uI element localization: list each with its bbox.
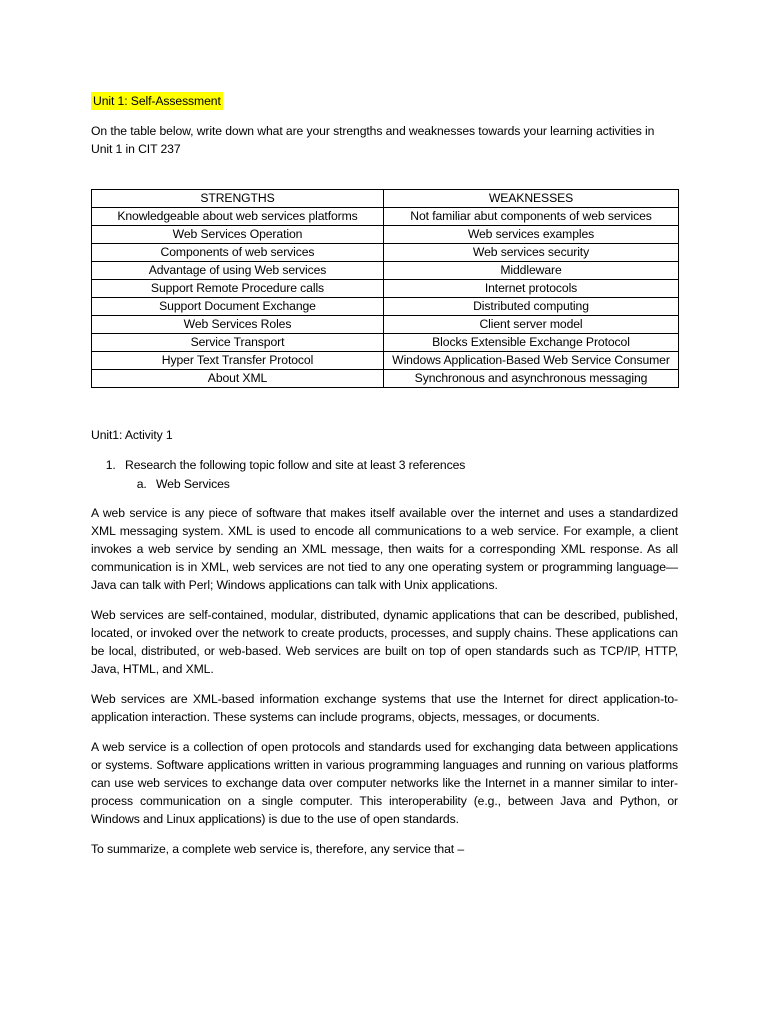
weakness-cell: Web services examples: [384, 226, 679, 244]
sub-list: [125, 475, 678, 493]
strength-cell: About XML: [92, 370, 384, 388]
self-assessment-table: [91, 189, 679, 388]
table-row: [92, 370, 679, 388]
strength-cell: Knowledgeable about web services platforms: [92, 208, 384, 226]
heading-line: [91, 92, 678, 110]
weakness-cell: Blocks Extensible Exchange Protocol: [384, 334, 679, 352]
strength-cell: Components of web services: [92, 244, 384, 262]
intro-text: On the table below, write down what are your strengths and weaknesses towards your learning activities in Unit 1 in CIT 237: [91, 124, 655, 156]
weakness-cell: Internet protocols: [384, 280, 679, 298]
document-heading: Unit 1: Self-Assessment: [93, 94, 221, 108]
body-paragraph: Web services are self-contained, modular, distributed, dynamic applications that can be described, published, located, or invoked over the network to create products, processes, and supply chains. These applications can be local, distributed, or web-based. Web services are built on top of open standards such as TCP/IP, HTTP, Java, HTML, and XML.: [91, 608, 678, 676]
list-item: [119, 456, 678, 493]
list-item: [150, 475, 678, 493]
strength-cell: Support Remote Procedure calls: [92, 280, 384, 298]
header-weaknesses: WEAKNESSES: [384, 190, 679, 208]
document-page: [91, 92, 678, 858]
strength-cell: Web Services Operation: [92, 226, 384, 244]
body-paragraph: A web service is a collection of open protocols and standards used for exchanging data between applications or systems. Software applications written in various programming languages and running on various platforms can use web services to exchange data over computer networks like the Internet in a manner similar to inter-process communication on a single computer. This interoperability (e.g., between Java and Python, or Windows and Linux applications) is due to the use of open standards.: [91, 740, 678, 826]
header-strengths: STRENGTHS: [92, 190, 384, 208]
strength-cell: Service Transport: [92, 334, 384, 352]
strength-cell: Support Document Exchange: [92, 298, 384, 316]
table-row: [92, 280, 679, 298]
activity-list: [91, 456, 678, 493]
table-row: [92, 208, 679, 226]
body-paragraph: To summarize, a complete web service is, therefore, any service that –: [91, 842, 465, 856]
table-row: [92, 226, 679, 244]
strength-cell: Hyper Text Transfer Protocol: [92, 352, 384, 370]
strength-cell: Web Services Roles: [92, 316, 384, 334]
table-row: [92, 316, 679, 334]
weakness-cell: Web services security: [384, 244, 679, 262]
list-item-text: Research the following topic follow and site at least 3 references: [125, 458, 466, 472]
list-item-text: Web Services: [156, 477, 230, 491]
table-row: [92, 334, 679, 352]
table-row: [92, 262, 679, 280]
weakness-cell: Distributed computing: [384, 298, 679, 316]
weakness-cell: Windows Application-Based Web Service Consumer: [384, 352, 679, 370]
weakness-cell: Synchronous and asynchronous messaging: [384, 370, 679, 388]
weakness-cell: Middleware: [384, 262, 679, 280]
body-paragraph: Web services are XML-based information exchange systems that use the Internet for direct application-to-application interaction. These systems can include programs, objects, messages, or documents.: [91, 692, 678, 724]
table-header-row: [92, 190, 679, 208]
table-row: [92, 352, 679, 370]
table-row: [92, 298, 679, 316]
weakness-cell: Not familiar abut components of web services: [384, 208, 679, 226]
strength-cell: Advantage of using Web services: [92, 262, 384, 280]
body-paragraph: A web service is any piece of software that makes itself available over the internet and uses a standardized XML messaging system. XML is used to encode all communications to a web service. For example, a client invokes a web service by sending an XML message, then waits for a corresponding XML response. As all communication is in XML, web services are not tied to any one operating system or programming language—Java can talk with Perl; Windows applications can talk with Unix applications.: [91, 506, 678, 592]
activity-title: Unit1: Activity 1: [91, 428, 173, 442]
table-row: [92, 244, 679, 262]
weakness-cell: Client server model: [384, 316, 679, 334]
